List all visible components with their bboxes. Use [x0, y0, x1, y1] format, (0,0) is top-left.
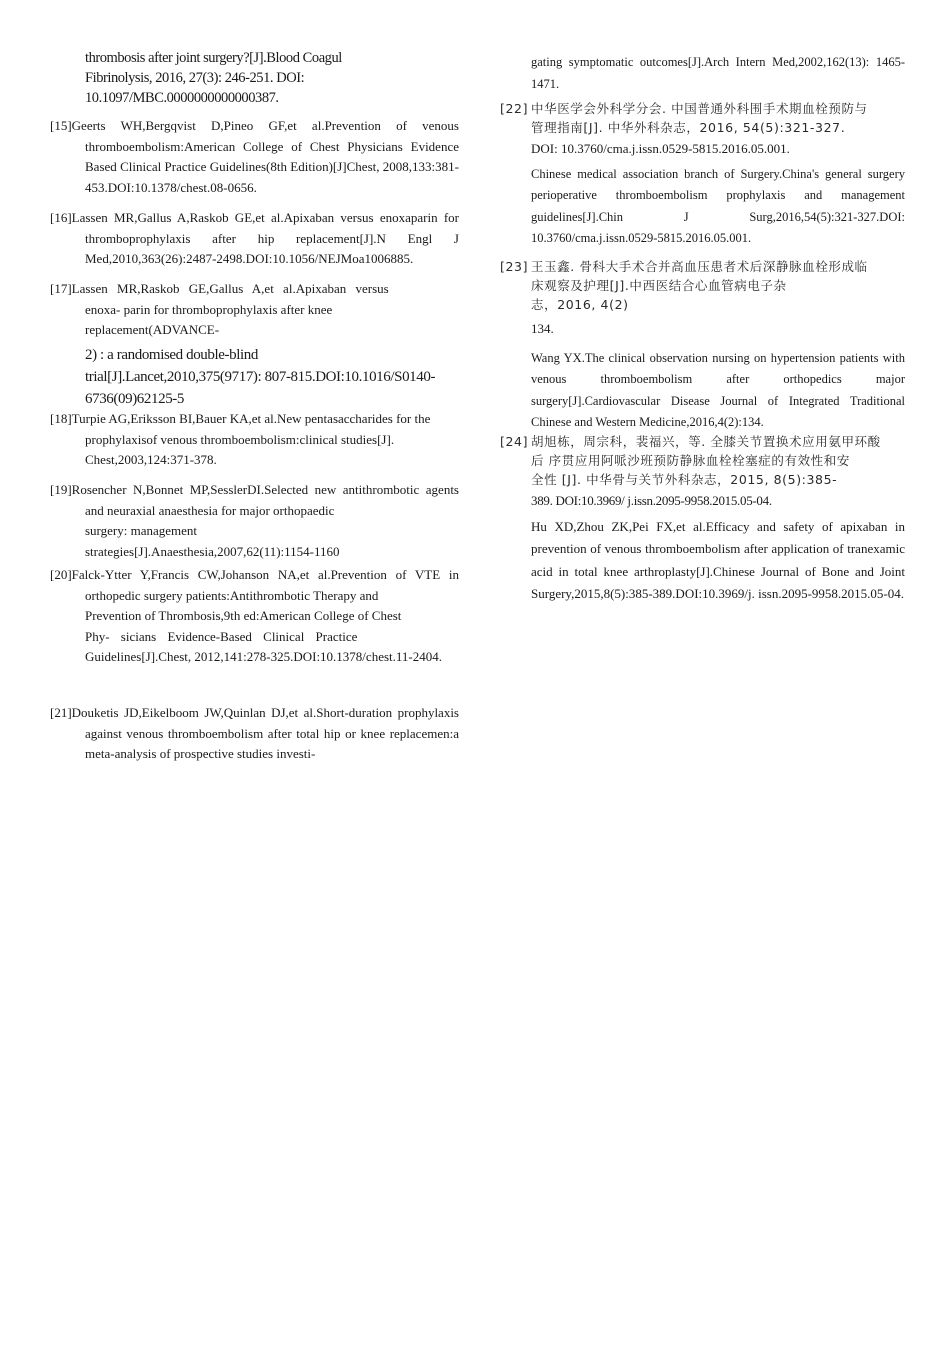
- ref-24-label: [24]: [500, 434, 529, 449]
- ref-24: [500, 432, 905, 606]
- ref-23-chinese: [500, 257, 905, 314]
- ref-19-line-1: [19]Rosencher N,Bonnet MP,SesslerDI.Selected new antithrombotic agents and neuraxial anaesthesia for major orthopaedic: [50, 482, 459, 518]
- ref-22-cn-line-2: 管理指南[J]. 中华外科杂志，2016, 54(5):321-327.: [531, 120, 846, 135]
- ref-22-doi: DOI: 10.3760/cma.j.issn.0529-5815.2016.05.001.: [531, 141, 790, 156]
- ref-14-line-2: Fibrinolysis, 2016, 27(3): 246-251. DOI:: [85, 70, 305, 86]
- ref-16-text: [16]Lassen MR,Gallus A,Raskob GE,et al.Apixaban versus enoxaparin for thromboprophylaxis after hip replacement[J].N Engl J Med,2010,363(26):2487-2498.DOI:10.1056/NEJMoa1006885.: [50, 210, 459, 266]
- ref-17-line-1: [17]Lassen MR,Raskob GE,Gallus A,et al.Apixaban versus: [50, 281, 389, 296]
- ref-24-cn-line-1: 胡旭栋，周宗科，裴福兴，等. 全膝关节置换术应用氨甲环酸: [531, 434, 881, 449]
- ref-20-line-1: [20]Falck-Ytter Y,Francis CW,Johanson NA,et al.Prevention of VTE in orthopedic surgery patients:Antithrombotic Therapy and: [50, 567, 459, 603]
- ref-19-line-2: surgery: management: [85, 523, 198, 538]
- ref-14-line-1: thrombosis after joint surgery?[J].Blood Coagul: [85, 50, 342, 66]
- ref-22-label: [22]: [500, 101, 529, 116]
- ref-22-cn-line-1: 中华医学会外科学分会. 中国普通外科围手术期血栓预防与: [531, 101, 868, 116]
- ref-15-text: [15]Geerts WH,Bergqvist D,Pineo GF,et al.Prevention of venous thromboembolism:American College of Chest Physicians Evidence Based Clinical Practice Guidelines(8th Edition)[J]Chest, 2008,133:381-453.DOI:10.1378/chest.08-0656.: [50, 118, 459, 195]
- ref-22: [500, 99, 905, 250]
- ref-23-label: [23]: [500, 259, 529, 274]
- ref-23-english: Wang YX.The clinical observation nursing on hypertension patients with venous thromboembolism after orthopedics major surgery[J].Cardiovascular Disease Journal of Integrated Traditional Chinese and Western Medicine,2016,4(2):134.: [531, 350, 905, 429]
- ref-17-line-3: replacement(ADVANCE-: [85, 322, 220, 337]
- ref-20-line-2: Prevention of Thrombosis,9th ed:American College of Chest: [85, 608, 402, 623]
- ref-20-line-4: Guidelines[J].Chest, 2012,141:278-325.DOI:10.1378/chest.11-2404.: [85, 649, 442, 664]
- ref-17-line-5: trial[J].Lancet,2010,375(9717): 807-815.DOI:10.1016/S0140-6736(09)62125-5: [85, 368, 436, 407]
- ref-24-cn-line-3: 全性 [J]. 中华骨与关节外科杂志，2015, 8(5):385-: [531, 472, 838, 487]
- ref-17-line-2: enoxa- parin for thromboprophylaxis after knee: [85, 301, 333, 317]
- ref-23-cn-line-2: 床观察及护理[J].中西医结合心血管病电子杂: [531, 278, 787, 293]
- ref-19: [50, 480, 459, 562]
- ref-24-english: Hu XD,Zhou ZK,Pei FX,et al.Efficacy and safety of apixaban in prevention of venous thromboembolism after application of tranexamic acid in total knee arthroplasty[J].Chinese Journal of Bone and Joint Surgery,2015,8(5):385-389.DOI:10.3969/j. issn.2095-9958.2015.05-04.: [531, 518, 905, 601]
- ref-21-continuation: [500, 52, 905, 95]
- ref-18: [50, 409, 459, 471]
- ref-22-chinese: [500, 99, 905, 137]
- ref-20: [50, 565, 459, 668]
- ref-17-line-4: 2) : a randomised double-blind: [85, 346, 258, 363]
- ref-21-text: [21]Douketis JD,Eikelboom JW,Quinlan DJ,et al.Short-duration prophylaxis against venous thromboembolism after total hip or knee replacemen:a meta-analysis of prospective studies investi-: [50, 705, 459, 761]
- ref-20-line-3: Phy- sicians Evidence-Based Clinical Practice: [85, 628, 358, 644]
- ref-23-page: 134.: [531, 321, 554, 336]
- ref-14-line-3: 10.1097/MBC.0000000000000387.: [85, 90, 279, 106]
- ref-17: [50, 279, 459, 410]
- ref-21-continuation-text: gating symptomatic outcomes[J].Arch Intern Med,2002,162(13): 1465-1471.: [531, 55, 905, 91]
- ref-21: [50, 703, 459, 765]
- ref-24-cn-line-2: 后 序贯应用阿哌沙班预防静脉血栓栓塞症的有效性和安: [531, 453, 850, 468]
- ref-19-line-3: strategies[J].Anaesthesia,2007,62(11):1154-1160: [85, 543, 340, 559]
- ref-24-doi: 389. DOI:10.3969/ j.issn.2095-9958.2015.05-04.: [531, 493, 772, 508]
- ref-24-chinese: [500, 432, 905, 489]
- ref-23-cn-line-1: 王玉鑫. 骨科大手术合并高血压患者术后深静脉血栓形成临: [531, 259, 868, 274]
- ref-16: [50, 208, 459, 270]
- ref-14-continuation: [50, 48, 459, 108]
- ref-18-text: [18]Turpie AG,Eriksson BI,Bauer KA,et al.New pentasaccharides for the prophylaxisof venous thromboembolism:clinical studies[J]. Chest,2003,124:371-378.: [50, 411, 431, 467]
- ref-15: [50, 116, 459, 198]
- ref-22-english: Chinese medical association branch of Surgery.China's general surgery perioperative thromboembolism prophylaxis and management guidelines[J].Chin J Surg,2016,54(5):321-327.DOI: 10.3760/cma.j.issn.0529-5815.2016.05.001.: [531, 166, 905, 245]
- ref-23-cn-line-3: 志，2016, 4(2): [531, 297, 629, 312]
- ref-23: [500, 257, 905, 434]
